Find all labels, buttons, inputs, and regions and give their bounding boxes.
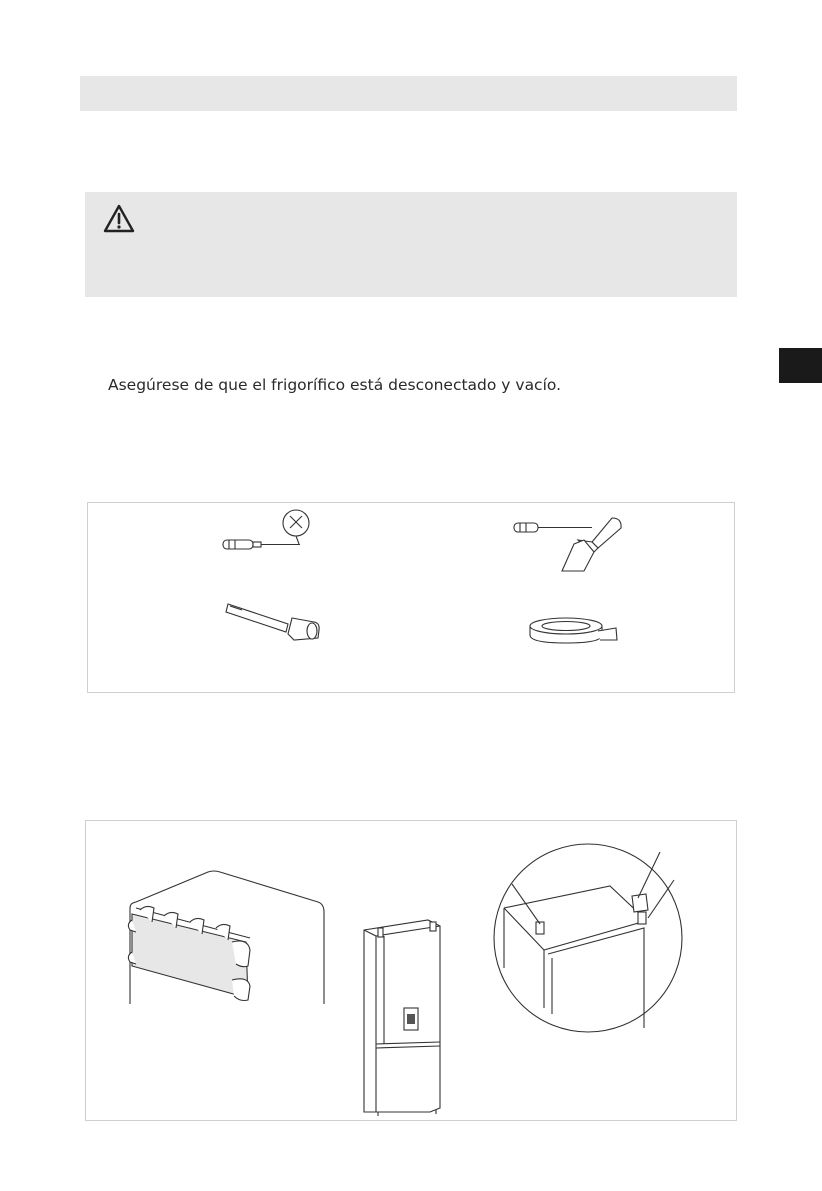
- language-side-tab: [779, 348, 822, 383]
- refrigerator-illustration: [358, 914, 448, 1116]
- warning-box: [85, 192, 737, 297]
- flat-screwdriver-and-putty-knife-icon: [512, 514, 628, 574]
- instruction-text: Asegúrese de que el frigorífico está desconectado y vacío.: [108, 376, 562, 394]
- phillips-screwdriver-icon: [220, 506, 312, 556]
- hammer-icon: [222, 600, 322, 648]
- adhesive-tape-icon: [524, 616, 620, 650]
- hinge-detail-magnifier: [492, 838, 692, 1038]
- warning-triangle-icon: [103, 204, 135, 234]
- fridge-top-packaging-illustration: [122, 868, 332, 1008]
- tools-panel: [87, 502, 735, 693]
- section-header-bar: [80, 76, 737, 111]
